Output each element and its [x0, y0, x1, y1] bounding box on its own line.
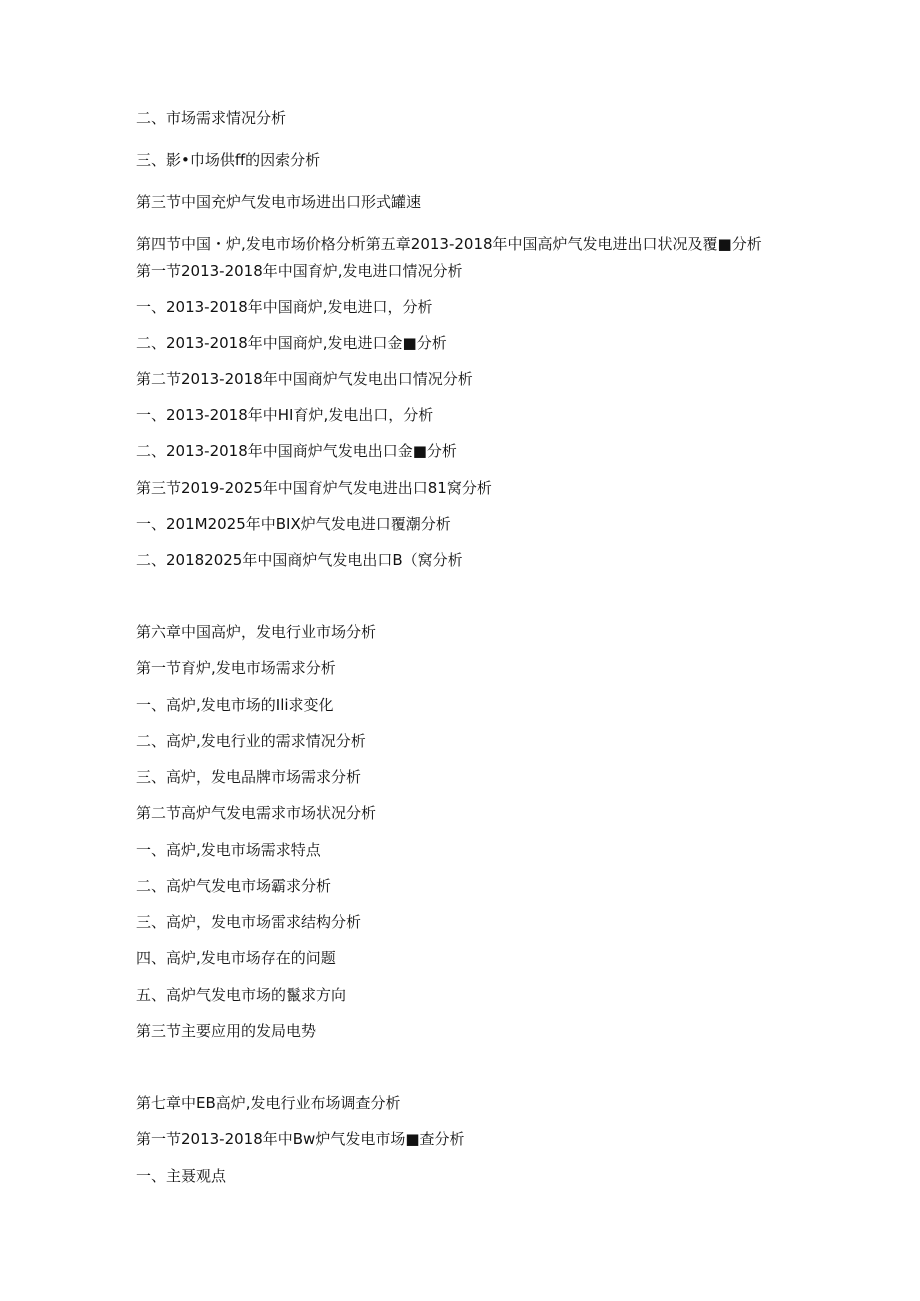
- toc-line: 第三节主要应用的发局电势: [136, 1022, 317, 1040]
- toc-line: 第二节高炉气发电需求市场状况分析: [136, 804, 377, 822]
- toc-line: 一、主聂观点: [136, 1167, 227, 1185]
- toc-line: 二、高炉,发电行业的需求情况分析: [136, 732, 366, 750]
- toc-line: 第一节2013-2018年中Bw炉气发电市场■查分析: [136, 1130, 465, 1148]
- toc-line: 一、2013-2018年中国商炉,发电进口，分析: [136, 298, 433, 316]
- toc-line: 第三节中国充炉气发电市场进出口形式罐速: [136, 193, 422, 211]
- toc-line: 一、高炉,发电市场的Ili求变化: [136, 696, 334, 714]
- toc-line: 二、2013-2018年中国商炉气发电出口金■分析: [136, 442, 457, 460]
- toc-line: 一、201M2025年中BIX炉气发电进口覆潮分析: [136, 515, 451, 533]
- toc-line: 二、2013-2018年中国商炉,发电进口金■分析: [136, 334, 447, 352]
- toc-line: 第三节2019-2025年中国育炉气发电进出口81窝分析: [136, 479, 492, 497]
- toc-line: 二、高炉气发电市场霸求分析: [136, 877, 332, 895]
- toc-line: 第四节中国・炉,发电市场价格分析第五章2013-2018年中国高炉气发电进出口状况及覆■分析: [136, 235, 762, 253]
- toc-line: 第一节2013-2018年中国育炉,发电进口情况分析: [136, 262, 463, 280]
- toc-line: 三、高炉，发电市场雷求结构分析: [136, 913, 362, 931]
- toc-line: 三、高炉，发电品牌市场需求分析: [136, 768, 362, 786]
- toc-line: 第二节2013-2018年中国商炉气发电出口情况分析: [136, 370, 473, 388]
- chapter-heading: 第七章中EB高炉,发电行业布场调查分析: [136, 1094, 401, 1112]
- toc-line: 三、影•巾场供ff的因索分析: [136, 151, 321, 169]
- toc-line: 第一节育炉,发电市场需求分析: [136, 659, 336, 677]
- toc-line: 五、高炉气发电市场的鬣求方向: [136, 986, 347, 1004]
- toc-line: 二、20182025年中国商炉气发电出口B（窝分析: [136, 551, 463, 569]
- toc-line: 四、高炉,发电市场存在的问题: [136, 949, 336, 967]
- toc-line: 一、高炉,发电市场需求特点: [136, 841, 321, 859]
- toc-line: 一、2013-2018年中HI育炉,发电出口，分析: [136, 406, 434, 424]
- toc-line: 二、市场需求情况分析: [136, 109, 287, 127]
- chapter-heading: 第六章中国高炉，发电行业市场分析: [136, 623, 377, 641]
